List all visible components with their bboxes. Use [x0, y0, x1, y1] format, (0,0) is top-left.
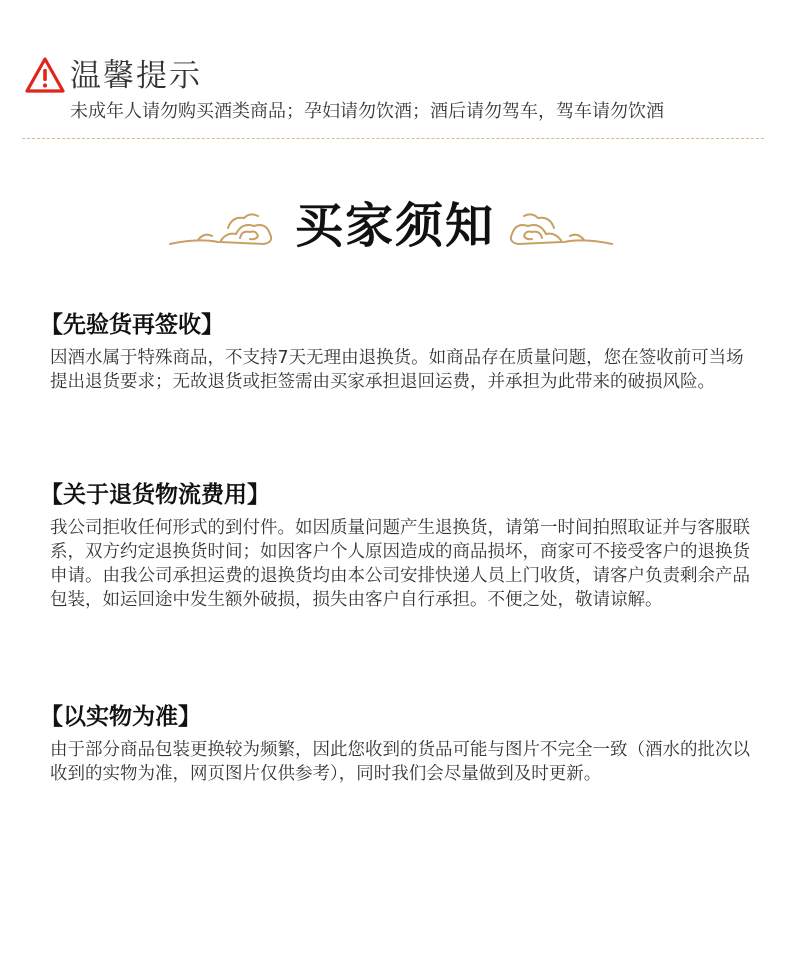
- section-body: 因酒水属于特殊商品，不支持7天无理由退换货。如商品存在质量问题，您在签收前可当场提出退货要求；无故退货或拒签需由买家承担退回运费，并承担为此带来的破损风险。: [50, 348, 744, 392]
- warning-triangle-icon: [24, 56, 66, 94]
- section-title: 【关于退货物流费用】: [40, 481, 270, 508]
- section-body: 由于部分商品包装更换较为频繁，因此您收到的货品可能与图片不完全一致（酒水的批次以收到的实物为准，网页图片仅供参考），同时我们会尽量做到及时更新。: [50, 740, 750, 784]
- section-body: 我公司拒收任何形式的到付件。如因质量问题产生退换货，请第一时间拍照取证并与客服联系，双方约定退换货时间；如因客户个人原因造成的商品损坏，商家可不接受客户的退换货申请。由我公司承担运费的退换货均由本公司安排快递人员上门收货，请客户负责剩余产品包装，如运回途中发生额外破损，损失由客户自行承担。不便之处，敬请谅解。: [50, 518, 750, 610]
- section-title: 【先验货再签收】: [40, 311, 224, 338]
- notice-title: 温馨提示: [70, 58, 202, 94]
- buyer-notice-title: 买家须知: [294, 198, 495, 254]
- warning-notice: [24, 54, 764, 134]
- section-title: 【以实物为准】: [40, 703, 201, 730]
- dashed-divider: [22, 138, 764, 139]
- buyer-notice-header: [0, 190, 790, 270]
- section-return-shipping-fees: [40, 478, 760, 612]
- section-actual-product-prevails: [40, 700, 760, 786]
- notice-text: 未成年人请勿购买酒类商品；孕妇请勿饮酒；酒后请勿驾车，驾车请勿饮酒: [70, 101, 664, 122]
- auspicious-cloud-icon: [508, 208, 614, 250]
- section-inspect-before-signing: [40, 308, 760, 394]
